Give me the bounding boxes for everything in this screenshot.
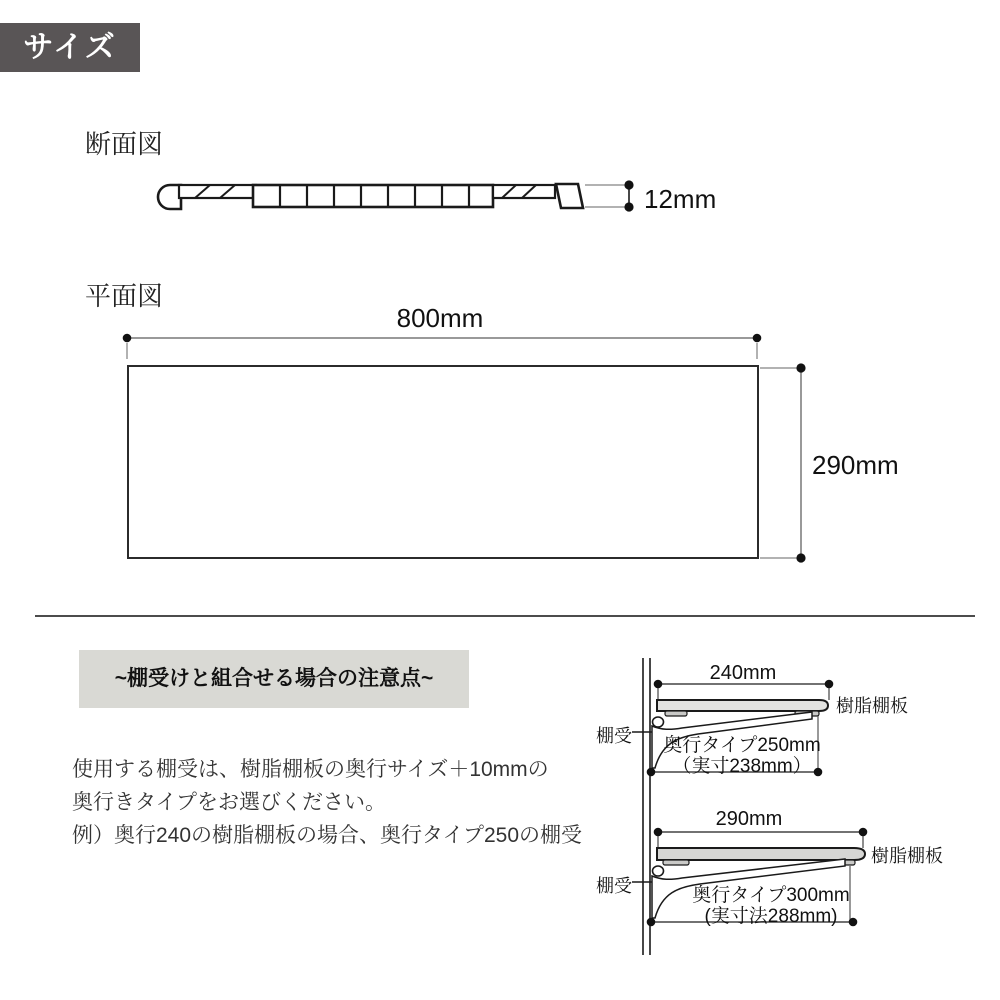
bracket-hook [653,717,664,727]
shelf-foot [663,860,689,865]
profile-neck [179,185,256,198]
depth-type-label-300: 奥行タイプ300mm [692,885,850,906]
dimension-dot [825,680,834,689]
plan-depth-dimension-marks [756,358,816,570]
section-divider [35,615,975,617]
depth-type-label-250: 奥行タイプ250mm [663,735,821,756]
dimension-dot [624,202,633,211]
resin-shelf-label-top: 樹脂棚板 [836,696,908,716]
plan-width-dimension-label: 800mm [396,303,484,333]
profile-end-block [556,184,583,208]
bracket-hook [653,866,664,876]
resin-shelf-label-bottom: 樹脂棚板 [871,846,943,866]
dimension-dot [647,918,656,927]
bracket-note-body [72,753,612,852]
dimension-dot [753,334,762,343]
bracket-label-top: 棚受 [596,726,632,746]
shelf-width-label-240: 240mm [709,662,777,684]
shelf-width-label-290: 290mm [715,808,783,830]
profile-nose [158,185,181,209]
shelf-board [657,848,865,860]
actual-size-label-238: （実寸238mm） [672,756,812,777]
dimension-dot [654,680,663,689]
dimension-dot [123,334,132,343]
dimension-dot [796,553,805,562]
dimension-dot [796,363,805,372]
thickness-dimension-label: 12mm [644,184,717,214]
note-line: 奥行きタイプをお選びください。 [72,791,386,814]
shelf-foot [665,711,687,716]
plan-width-dimension-marks [118,330,768,362]
cross-section-label: 断面図 [85,129,164,159]
dimension-dot [859,828,868,837]
plan-view-label: 平面図 [85,281,164,311]
plan-depth-dimension-label: 290mm [812,450,899,480]
shelf-cross-section-drawing [150,177,590,223]
bracket-label-bottom: 棚受 [596,876,632,896]
bracket-note-title-box: ~棚受けと組合せる場合の注意点~ [79,650,469,708]
thickness-dimension-marks [580,178,642,224]
shelf-board [657,700,828,711]
shelf-plan-outline [127,365,759,559]
actual-size-label-288: (実寸法288mm) [704,906,838,927]
note-line: 使用する棚受は、樹脂棚板の奥行サイズ＋10mmの [72,758,549,781]
size-heading-badge: サイズ [0,23,140,72]
note-line: 例）奥行240の樹脂棚板の場合、奥行タイプ250の棚受 [72,824,583,847]
dimension-dot [624,180,633,189]
profile-body [253,185,493,207]
dimension-dot [654,828,663,837]
